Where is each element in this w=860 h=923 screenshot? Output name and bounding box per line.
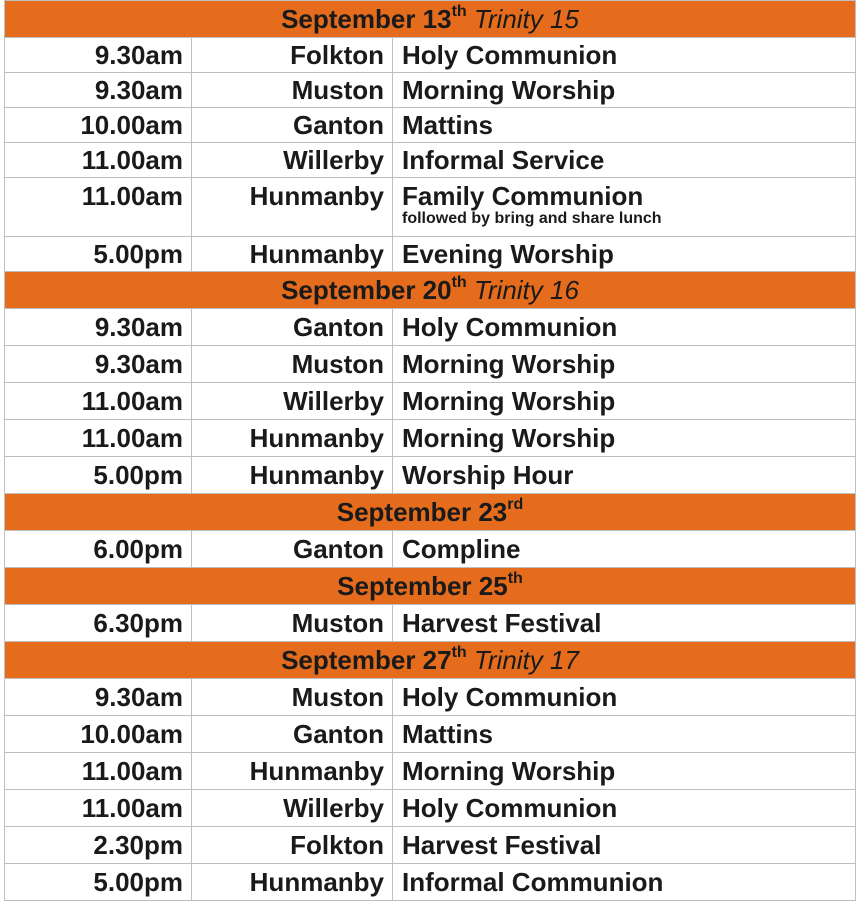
schedule-body (5, 1, 856, 901)
service-time-cell (5, 309, 192, 346)
service-time-cell (5, 605, 192, 642)
date-label: September 13 (281, 4, 452, 34)
service-name: Family Communion (402, 181, 644, 211)
service-row (5, 827, 856, 864)
service-location-cell (192, 753, 393, 790)
service-location: Hunmanby (249, 181, 384, 211)
date-label: September 25 (337, 571, 508, 601)
date-header-row (5, 1, 856, 38)
date-label: September 27 (281, 645, 452, 675)
service-location-cell (192, 679, 393, 716)
date-ordinal-suffix: th (507, 570, 523, 588)
service-row (5, 864, 856, 901)
service-name-cell (393, 605, 856, 642)
service-location: Folkton (290, 40, 384, 70)
service-time: 10.00am (80, 110, 183, 140)
service-time: 6.30pm (93, 608, 183, 638)
service-location-cell (192, 38, 393, 73)
service-name: Harvest Festival (402, 830, 602, 860)
service-time: 9.30am (94, 40, 183, 70)
service-time-cell (5, 864, 192, 901)
service-location-cell (192, 108, 393, 143)
service-location: Hunmanby (249, 460, 384, 490)
service-time-cell (5, 143, 192, 178)
service-time-cell (5, 237, 192, 272)
service-location-cell (192, 457, 393, 494)
service-time-cell (5, 38, 192, 73)
service-name: Morning Worship (402, 75, 616, 105)
service-time: 11.00am (81, 423, 183, 453)
service-time-cell (5, 420, 192, 457)
service-name-cell (393, 178, 856, 237)
service-time-cell (5, 346, 192, 383)
service-name: Mattins (402, 719, 493, 749)
date-ordinal-suffix: th (451, 3, 467, 21)
service-row (5, 679, 856, 716)
date-header (5, 642, 856, 679)
service-name-cell (393, 309, 856, 346)
service-location-cell (192, 309, 393, 346)
service-time: 6.00pm (93, 534, 183, 564)
service-location-cell (192, 864, 393, 901)
service-location-cell (192, 237, 393, 272)
date-label: September 20 (281, 275, 452, 305)
service-location: Hunmanby (249, 867, 384, 897)
service-name: Morning Worship (402, 756, 616, 786)
service-time-cell (5, 716, 192, 753)
date-ordinal-suffix: th (451, 644, 467, 662)
service-time: 11.00am (81, 793, 183, 823)
service-row (5, 309, 856, 346)
service-location-cell (192, 716, 393, 753)
service-location-cell (192, 143, 393, 178)
service-location-cell (192, 790, 393, 827)
service-row (5, 716, 856, 753)
service-time: 11.00am (81, 181, 183, 211)
service-location: Willerby (283, 793, 384, 823)
service-name-cell (393, 420, 856, 457)
service-name: Worship Hour (402, 460, 574, 490)
service-location: Ganton (293, 312, 384, 342)
date-header (5, 568, 856, 605)
liturgical-season: Trinity 17 (473, 645, 579, 675)
service-location-cell (192, 178, 393, 237)
service-time: 2.30pm (93, 830, 183, 860)
service-name-cell (393, 108, 856, 143)
service-name-cell (393, 864, 856, 901)
service-location: Muston (291, 349, 384, 379)
service-schedule-table (4, 0, 856, 901)
service-time: 9.30am (94, 312, 183, 342)
service-name: Evening Worship (402, 239, 614, 269)
service-location: Hunmanby (249, 756, 384, 786)
service-time: 9.30am (94, 682, 183, 712)
service-time-cell (5, 753, 192, 790)
date-header-row (5, 568, 856, 605)
service-location: Folkton (290, 830, 384, 860)
service-location-cell (192, 383, 393, 420)
service-name-cell (393, 753, 856, 790)
liturgical-season: Trinity 15 (473, 4, 579, 34)
service-row (5, 790, 856, 827)
service-name-cell (393, 237, 856, 272)
service-name-cell (393, 457, 856, 494)
date-header-row (5, 272, 856, 309)
service-time: 9.30am (94, 349, 183, 379)
service-time: 10.00am (80, 719, 183, 749)
service-location: Ganton (293, 719, 384, 749)
service-time-cell (5, 679, 192, 716)
service-time: 5.00pm (93, 460, 183, 490)
service-row (5, 753, 856, 790)
service-location: Hunmanby (249, 239, 384, 269)
service-time: 5.00pm (93, 239, 183, 269)
service-location-cell (192, 420, 393, 457)
service-row (5, 346, 856, 383)
service-row (5, 605, 856, 642)
service-name-cell (393, 679, 856, 716)
service-time-cell (5, 457, 192, 494)
service-time-cell (5, 790, 192, 827)
service-location: Hunmanby (249, 423, 384, 453)
service-time-cell (5, 827, 192, 864)
service-name: Holy Communion (402, 40, 618, 70)
date-header (5, 494, 856, 531)
service-row (5, 420, 856, 457)
service-name-cell (393, 716, 856, 753)
service-time-cell (5, 383, 192, 420)
service-location: Willerby (283, 386, 384, 416)
service-name-cell (393, 827, 856, 864)
date-header (5, 272, 856, 309)
service-name: Morning Worship (402, 349, 616, 379)
service-name: Informal Communion (402, 867, 664, 897)
service-name: Holy Communion (402, 312, 618, 342)
service-name: Morning Worship (402, 386, 616, 416)
service-time-cell (5, 531, 192, 568)
service-name-cell (393, 143, 856, 178)
service-time: 11.00am (81, 756, 183, 786)
service-name-cell (393, 346, 856, 383)
service-note: followed by bring and share lunch (402, 210, 662, 227)
date-ordinal-suffix: rd (507, 496, 524, 514)
service-row (5, 108, 856, 143)
service-location-cell (192, 605, 393, 642)
service-name: Morning Worship (402, 423, 616, 453)
service-time-cell (5, 108, 192, 143)
service-location-cell (192, 346, 393, 383)
service-name-cell (393, 383, 856, 420)
service-location-cell (192, 73, 393, 108)
date-ordinal-suffix: th (451, 274, 467, 292)
service-time-cell (5, 178, 192, 237)
service-time: 11.00am (81, 145, 183, 175)
service-name-cell (393, 790, 856, 827)
service-location: Muston (291, 75, 384, 105)
service-time: 9.30am (94, 75, 183, 105)
service-location: Ganton (293, 534, 384, 564)
date-label: September 23 (336, 497, 508, 527)
service-name: Holy Communion (402, 793, 618, 823)
service-location: Muston (291, 682, 384, 712)
service-time: 5.00pm (93, 867, 183, 897)
service-row (5, 73, 856, 108)
service-name: Mattins (402, 110, 493, 140)
service-location: Willerby (283, 145, 384, 175)
service-row (5, 38, 856, 73)
service-location-cell (192, 827, 393, 864)
service-row (5, 143, 856, 178)
service-row (5, 237, 856, 272)
service-name-cell (393, 73, 856, 108)
service-name: Holy Communion (402, 682, 618, 712)
service-location: Ganton (293, 110, 384, 140)
service-location-cell (192, 531, 393, 568)
service-time-cell (5, 73, 192, 108)
service-name-cell (393, 38, 856, 73)
liturgical-season: Trinity 16 (473, 275, 579, 305)
service-name: Informal Service (402, 145, 605, 175)
service-row (5, 457, 856, 494)
date-header-row (5, 642, 856, 679)
service-time: 11.00am (81, 386, 183, 416)
service-name: Harvest Festival (402, 608, 602, 638)
service-name: Compline (402, 534, 521, 564)
date-header (5, 1, 856, 38)
service-name-cell (393, 531, 856, 568)
service-row (5, 178, 856, 237)
service-row (5, 383, 856, 420)
service-location: Muston (291, 608, 384, 638)
date-header-row (5, 494, 856, 531)
service-row (5, 531, 856, 568)
